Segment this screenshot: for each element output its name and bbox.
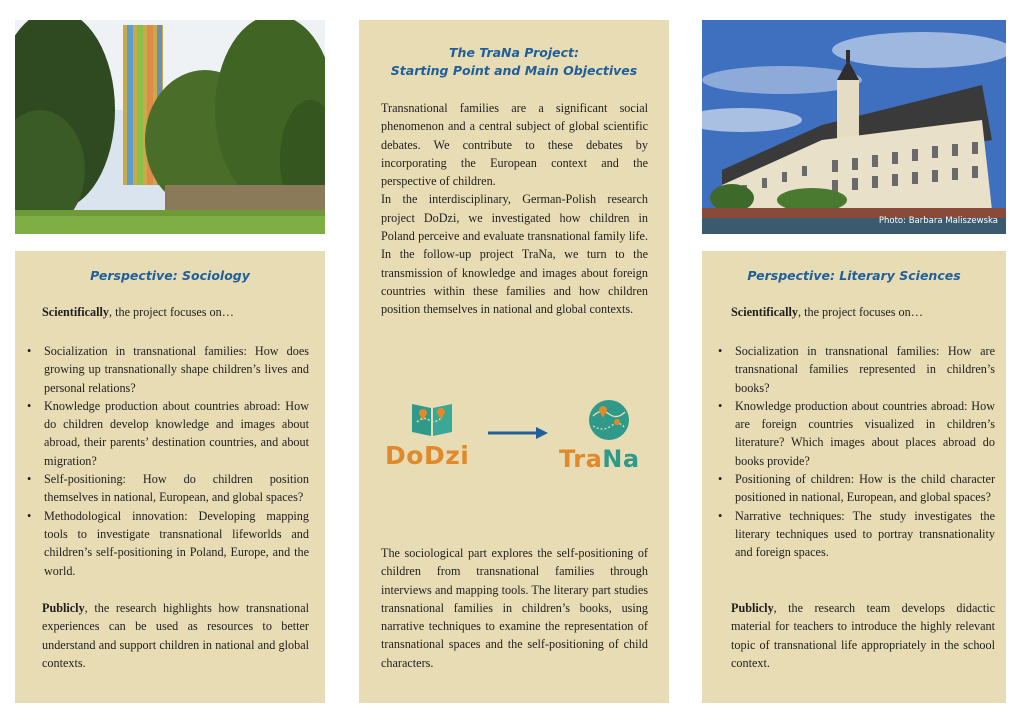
sociology-intro xyxy=(42,303,307,321)
list-item: • Knowledge production about countries abroad: How are foreign countries visualized in children’s literature? Which images about places abroad do books provide? xyxy=(718,397,995,470)
literary-intro-bold: Scientifically xyxy=(731,305,799,319)
sociology-intro-bold: Scientifically xyxy=(42,305,110,319)
center-para-1: Transnational families are a significant social phenomenon and a central subject of global scientific debates. We contribute to these debates by incorporating the European context and the perspective of children. xyxy=(381,101,648,189)
dodzi-logo xyxy=(385,398,477,478)
trana-wordmark xyxy=(559,446,640,472)
list-item: • Knowledge production about countries abroad: How do children develop knowledge and images about abroad, their parents’ destination countries, and about migration? xyxy=(27,397,309,470)
dodzi-wordmark-part1: Do xyxy=(385,441,424,470)
literary-public-bold: Publicly xyxy=(731,601,774,615)
sociology-heading: Perspective: Sociology xyxy=(90,268,250,283)
center-para-3: The sociological part explores the self-positioning of children from transnational families through interviews and mapping tools. The literary part studies transnational families in children’s books, using narrative techniques to examine the representation of transnational spaces and the self-positioning of child characters. xyxy=(381,546,648,670)
list-item: • Narrative techniques: The study investigates the literary techniques used to portray transnationality and foreign spaces. xyxy=(718,507,995,562)
photo-park-tower xyxy=(15,20,325,234)
center-para-2: In the interdisciplinary, German-Polish research project DoDzi, we investigated how children in Poland perceive and evaluate transnational family life. In the follow-up project TraNa, we turn to the transmission of knowledge and images about foreign countries within these families and how children position themselves in national and global contexts. xyxy=(381,192,648,317)
list-item: • Self-positioning: How do children position themselves in national, European, and global spaces? xyxy=(27,470,309,507)
center-heading-line2: Starting Point and Main Objectives xyxy=(390,63,638,78)
sociology-intro-rest: , the project focuses on… xyxy=(109,305,234,319)
center-heading-line1: The TraNa Project: xyxy=(449,45,579,60)
list-item: • Socialization in transnational families: How does growing up transnationally shape children’s lives and personal relations? xyxy=(27,342,309,397)
center-intro-text xyxy=(381,99,648,319)
literary-intro xyxy=(731,303,990,321)
panel-literary-sciences xyxy=(702,251,1006,703)
historic-building-illustration xyxy=(702,20,1006,234)
book-map-icon xyxy=(409,398,455,438)
list-item: • Methodological innovation: Developing mapping tools to investigate transnational lifeworlds and children’s self-positioning in Poland, Europe, and the world. xyxy=(27,507,309,580)
panel-sociology xyxy=(15,251,325,703)
arrow-right-icon xyxy=(486,425,552,441)
list-item: • Positioning of children: How is the child character positioned in national, European, and global spaces? xyxy=(718,470,995,507)
globe-pin-icon xyxy=(587,398,631,442)
sociology-bullet-list xyxy=(27,342,309,580)
photo-credit: Photo: Barbara Maliszewska xyxy=(878,216,998,226)
park-tower-illustration xyxy=(15,20,325,234)
center-closing-text xyxy=(381,544,648,672)
sociology-public xyxy=(42,599,309,672)
dodzi-wordmark-part2: Dzi xyxy=(423,441,470,470)
dodzi-wordmark xyxy=(385,442,469,470)
trana-logo xyxy=(559,398,649,478)
literary-public-rest: , the research team develops didactic material for teachers to introduce the highly relevant topic of transnational life appropriately in the school context. xyxy=(731,601,995,670)
literary-bullet-list xyxy=(718,342,995,562)
trana-wordmark-part2: Na xyxy=(602,445,640,473)
panel-center xyxy=(359,20,669,703)
literary-intro-rest: , the project focuses on… xyxy=(798,305,923,319)
center-heading xyxy=(359,44,669,80)
trana-wordmark-part1: Tra xyxy=(559,445,603,473)
sociology-public-rest: , the research highlights how transnational experiences can be used as resources to better understand and support children in national and global contexts. xyxy=(42,601,309,670)
literary-heading: Perspective: Literary Sciences xyxy=(747,268,961,283)
sociology-public-bold: Publicly xyxy=(42,601,85,615)
literary-public xyxy=(731,599,995,672)
list-item: • Socialization in transnational families: How are transnational families represented in children’s books? xyxy=(718,342,995,397)
photo-historic-building xyxy=(702,20,1006,234)
